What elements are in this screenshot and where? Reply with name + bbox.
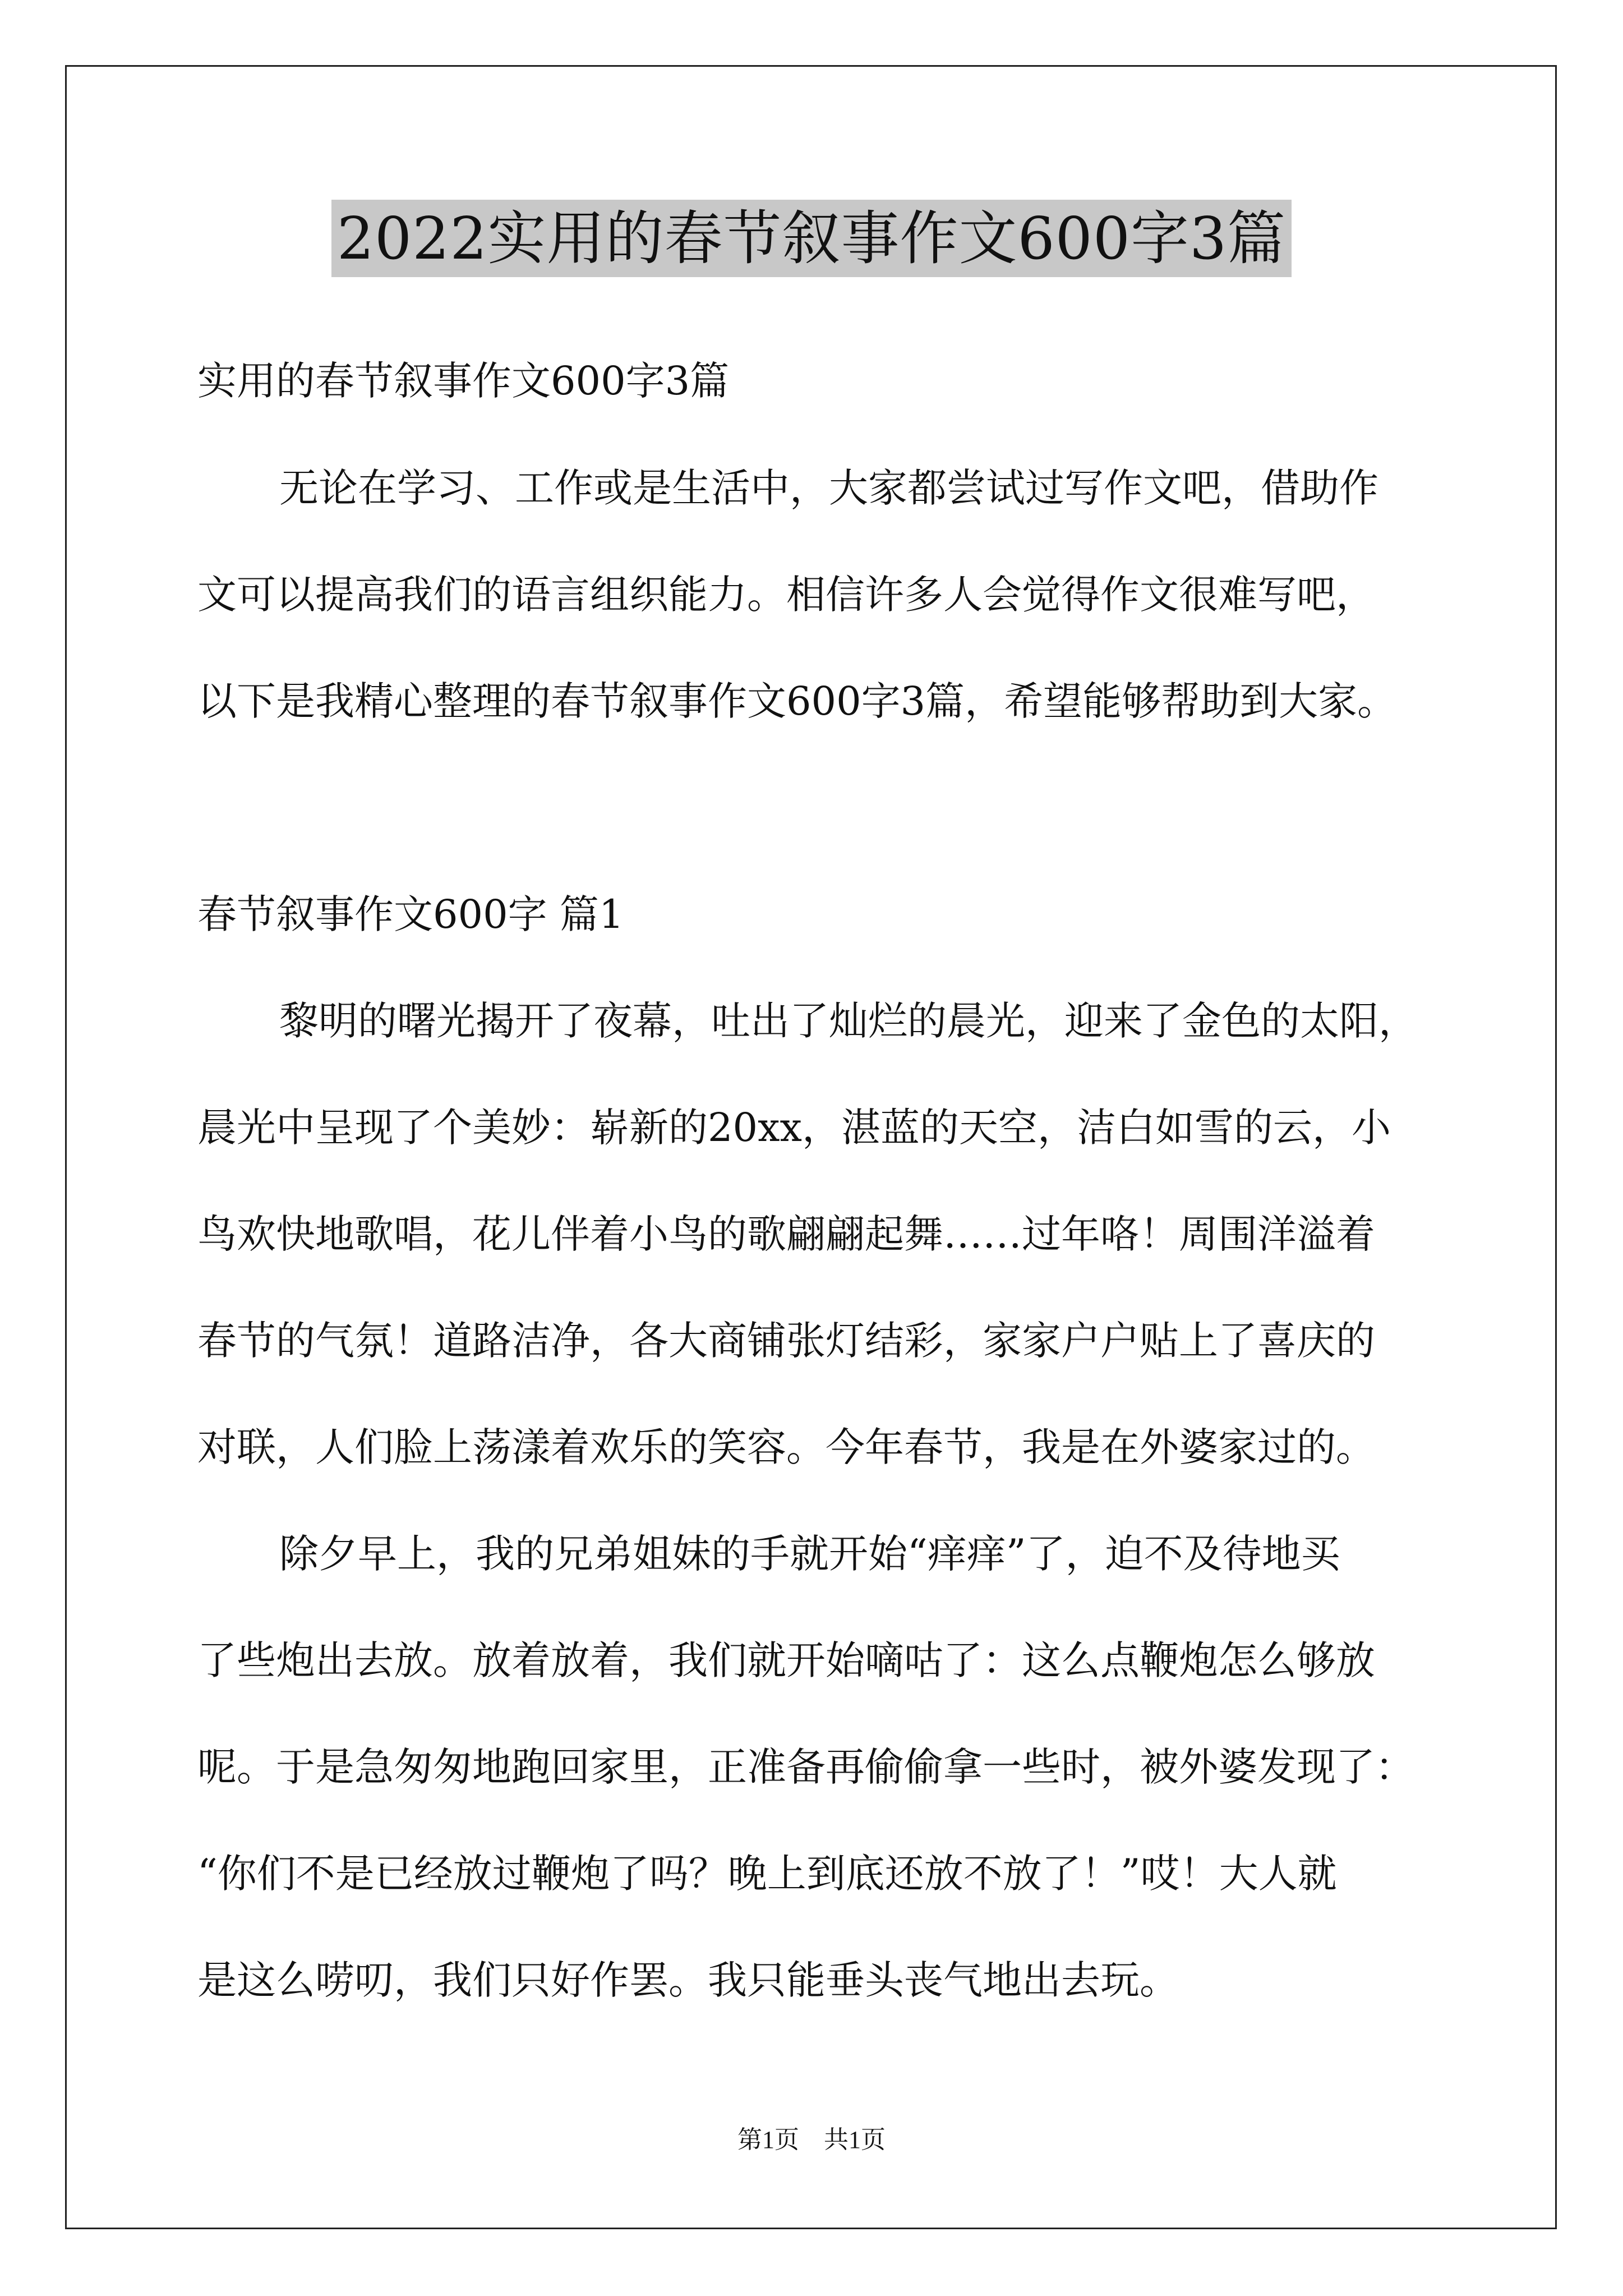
title-wrap bbox=[0, 200, 1623, 277]
paragraph-line: 了些炮出去放。放着放着，我们就开始嘀咕了：这么点鞭炮怎么够放 bbox=[197, 1637, 1375, 1683]
paragraph-line: 鸟欢快地歌唱，花儿伴着小鸟的歌翩翩起舞……过年咯！周围洋溢着 bbox=[197, 1211, 1375, 1257]
paragraph-line: 春节的气氛！道路洁净，各大商铺张灯结彩，家家户户贴上了喜庆的 bbox=[197, 1318, 1375, 1364]
document-subtitle: 实用的春节叙事作文600字3篇 bbox=[197, 358, 730, 404]
paragraph-line: 除夕早上，我的兄弟姐妹的手就开始“痒痒”了，迫不及待地买 bbox=[279, 1531, 1340, 1577]
paragraph-line: 呢。于是急匆匆地跑回家里，正准备再偷偷拿一些时，被外婆发现了： bbox=[197, 1744, 1414, 1790]
document-title: 2022实用的春节叙事作文600字3篇 bbox=[331, 200, 1292, 277]
section-heading: 春节叙事作文600字 篇1 bbox=[197, 891, 624, 937]
paragraph-line: 以下是我精心整理的春节叙事作文600字3篇，希望能够帮助到大家。 bbox=[197, 678, 1397, 724]
page-footer: 第1页 共1页 bbox=[737, 2126, 886, 2154]
paragraph-line: 是这么唠叨，我们只好作罢。我只能垂头丧气地出去玩。 bbox=[197, 1957, 1179, 2003]
paragraph-line: 对联，人们脸上荡漾着欢乐的笑容。今年春节，我是在外婆家过的。 bbox=[197, 1424, 1375, 1470]
paragraph-line: 黎明的曙光揭开了夜幕，吐出了灿烂的晨光，迎来了金色的太阳， bbox=[279, 998, 1418, 1044]
paragraph-line: 无论在学习、工作或是生活中，大家都尝试过写作文吧，借助作 bbox=[279, 465, 1378, 511]
paragraph-line: 晨光中呈现了个美妙：崭新的20xx，湛蓝的天空，洁白如雪的云，小 bbox=[197, 1105, 1391, 1151]
paragraph-line: “你们不是已经放过鞭炮了吗？晚上到底还放不放了！”哎！大人就 bbox=[197, 1851, 1337, 1897]
paragraph-line: 文可以提高我们的语言组织能力。相信许多人会觉得作文很难写吧， bbox=[197, 572, 1375, 618]
